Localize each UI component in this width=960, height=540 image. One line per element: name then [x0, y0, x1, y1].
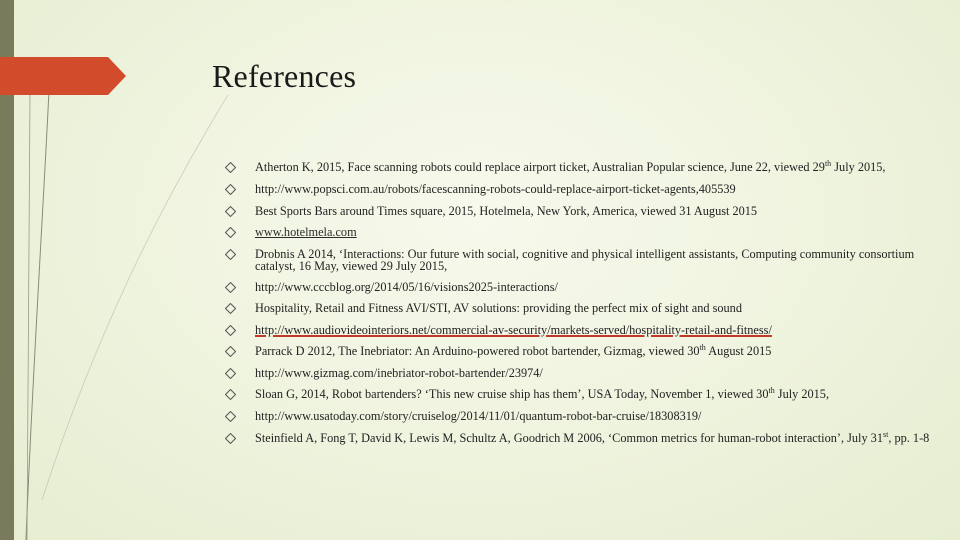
reference-text: Hospitality, Retail and Fitness AVI/STI, AV solutions: providing the perfect mix of sight and sound	[255, 301, 742, 315]
reference-link-audiovideointeriors[interactable]: http://www.audiovideointeriors.net/commercial-av-security/markets-served/hospitality-retail-and-fitness/	[255, 323, 772, 337]
diamond-bullet-icon	[225, 206, 236, 217]
diamond-bullet-icon	[225, 346, 236, 357]
reference-text: Steinfield A, Fong T, David K, Lewis M, Schultz A, Goodrich M 2006, ‘Common metrics for human-robot interaction’, July 31st, pp. 1-8	[255, 429, 930, 445]
page-title: References	[212, 58, 357, 94]
title-accent-shape	[0, 57, 126, 95]
diamond-bullet-icon	[225, 433, 236, 444]
diamond-bullet-icon	[225, 184, 236, 195]
diamond-bullet-icon	[225, 282, 236, 293]
diamond-bullet-icon	[225, 227, 236, 238]
reference-text: Drobnis A 2014, ‘Interactions: Our future with social, cognitive and physical intelligent assistants, Computing community consortium catalyst, 16 May, viewed 29 July 2015,	[255, 247, 915, 273]
reference-url: http://www.popsci.com.au/robots/facescanning-robots-could-replace-airport-ticket-agents,405539	[255, 182, 736, 196]
reference-text: Best Sports Bars around Times square, 2015, Hotelmela, New York, America, viewed 31 August 2015	[255, 204, 758, 218]
title-accent-arrow	[0, 57, 126, 95]
reference-text: Sloan G, 2014, Robot bartenders? ‘This new cruise ship has them’, USA Today, November 1, viewed 30th July 2015,	[255, 385, 830, 401]
reference-link-hotelmela[interactable]: www.hotelmela.com	[255, 225, 357, 239]
diamond-bullet-icon	[225, 249, 236, 260]
diamond-bullet-icon	[225, 368, 236, 379]
diamond-bullet-icon	[225, 303, 236, 314]
reference-text: Atherton K, 2015, Face scanning robots could replace airport ticket, Australian Popular science, June 22, viewed 29th July 2015,	[255, 158, 886, 174]
diamond-bullet-icon	[225, 325, 236, 336]
diamond-bullet-icon	[225, 389, 236, 400]
reference-text: Parrack D 2012, The Inebriator: An Arduino-powered robot bartender, Gizmag, viewed 30th August 2015	[255, 342, 772, 358]
reference-url: http://www.cccblog.org/2014/05/16/visions2025-interactions/	[255, 280, 558, 294]
reference-url: http://www.gizmag.com/inebriator-robot-bartender/23974/	[255, 366, 543, 380]
diamond-bullet-icon	[225, 411, 236, 422]
reference-url: http://www.usatoday.com/story/cruiselog/2014/11/01/quantum-robot-bar-cruise/18308319/	[255, 409, 702, 423]
diamond-bullet-icon	[225, 162, 236, 173]
